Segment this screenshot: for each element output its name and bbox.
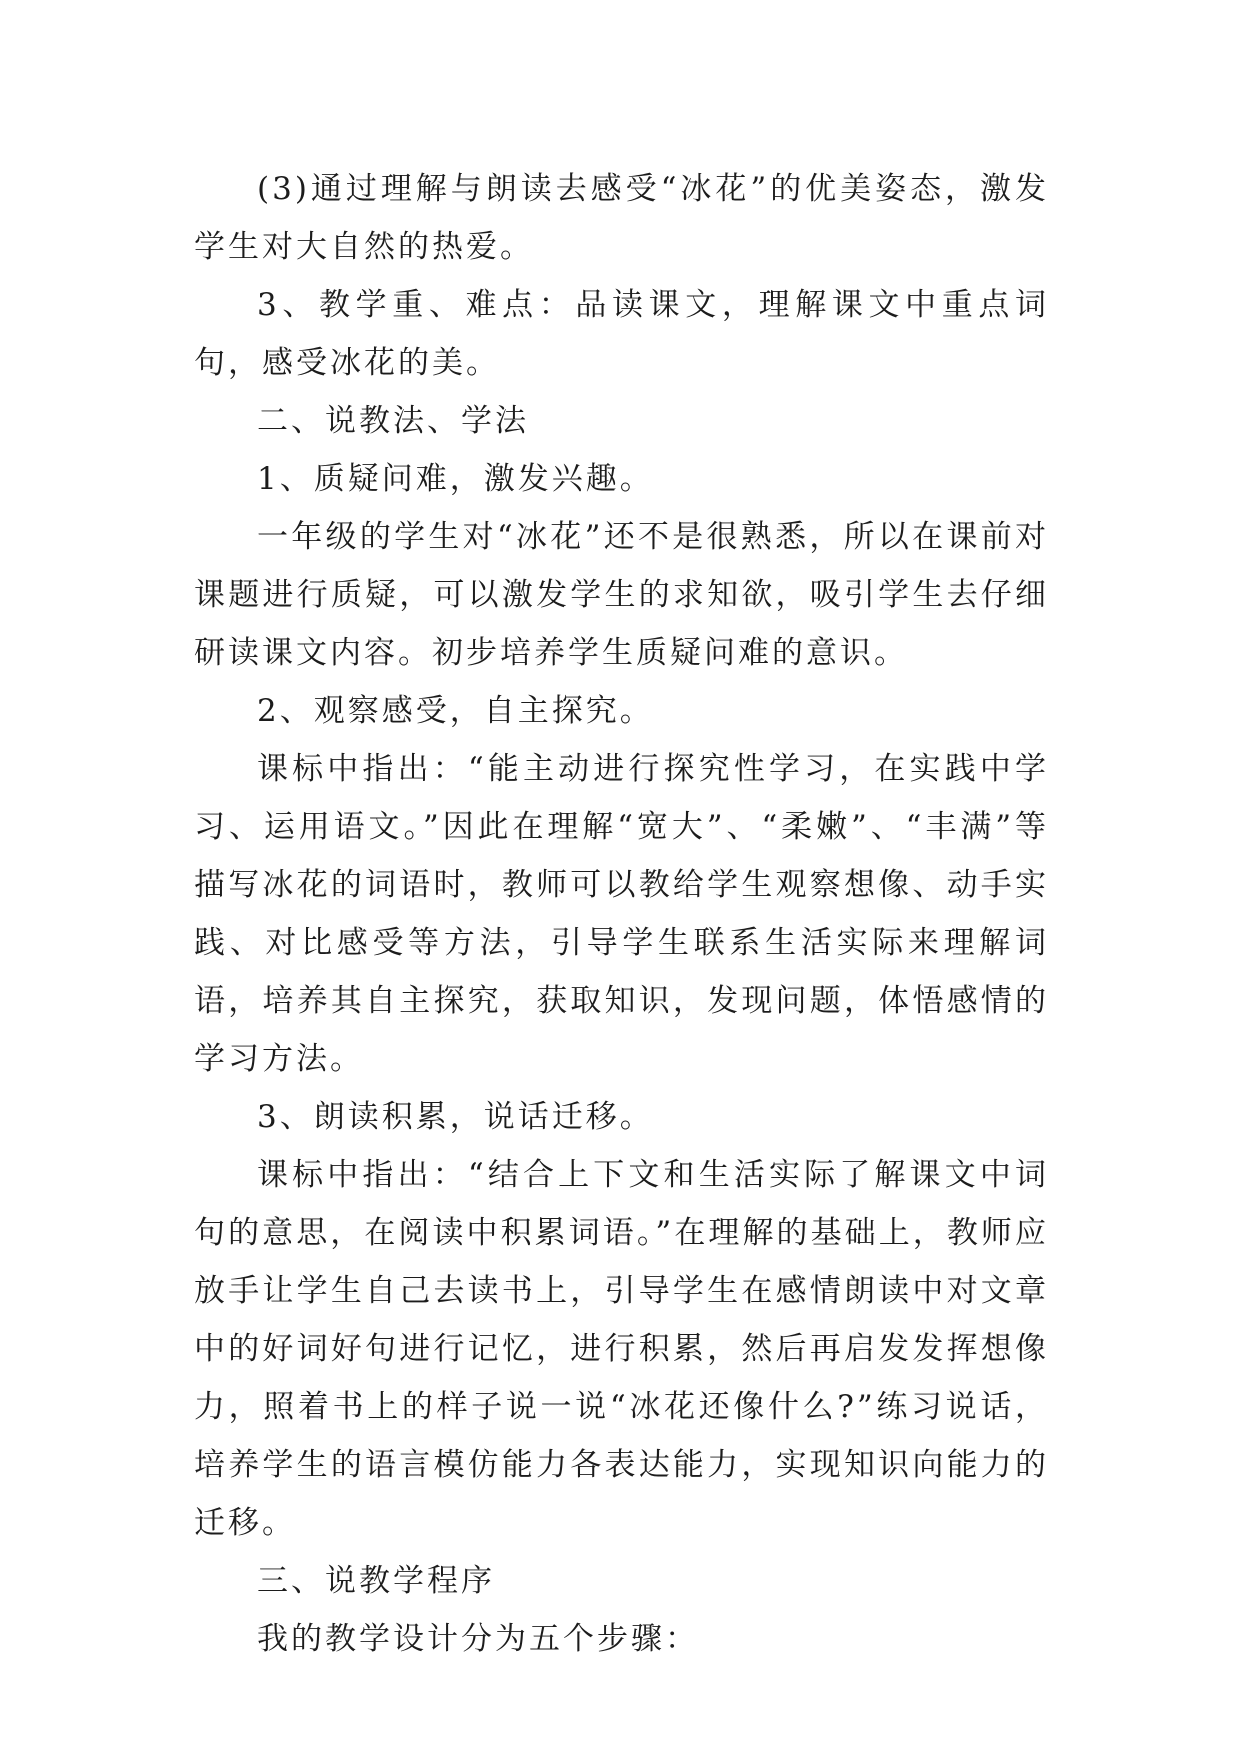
subheading-method-1: 1、质疑问难，激发兴趣。	[257, 461, 654, 497]
subheading-method-2: 2、观察感受，自主探究。	[257, 693, 654, 729]
document-body	[194, 160, 1049, 1668]
paragraph-key-difficulties: 3、教学重、难点：品读课文，理解课文中重点词句，感受冰花的美。	[194, 287, 1049, 381]
paragraph-procedure-intro: 我的教学设计分为五个步骤：	[257, 1621, 699, 1657]
section-heading-procedure: 三、说教学程序	[257, 1563, 495, 1599]
subheading-method-3: 3、朗读积累，说话迁移。	[257, 1099, 654, 1135]
paragraph-method-2: 课标中指出：“能主动进行探究性学习，在实践中学习、运用语文。”因此在理解“宽大”、“柔嫩”、“丰满”等描写冰花的词语时，教师可以教给学生观察想像、动手实践、对比感受等方法，引导学生联系生活实际来理解词语，培养其自主探究，获取知识，发现问题，体悟感情的学习方法。	[194, 751, 1049, 1077]
section-heading-methods: 二、说教法、学法	[257, 403, 529, 439]
paragraph-objective-3: (3)通过理解与朗读去感受“冰花”的优美姿态，激发学生对大自然的热爱。	[194, 171, 1049, 265]
paragraph-method-3: 课标中指出：“结合上下文和生活实际了解课文中词句的意思，在阅读中积累词语。”在理解的基础上，教师应放手让学生自己去读书上，引导学生在感情朗读中对文章中的好词好句进行记忆，进行积累，然后再启发发挥想像力，照着书上的样子说一说“冰花还像什么?”练习说话，培养学生的语言模仿能力各表达能力，实现知识向能力的迁移。	[194, 1157, 1049, 1541]
paragraph-method-1: 一年级的学生对“冰花”还不是很熟悉，所以在课前对课题进行质疑，可以激发学生的求知欲，吸引学生去仔细研读课文内容。初步培养学生质疑问难的意识。	[194, 519, 1049, 671]
